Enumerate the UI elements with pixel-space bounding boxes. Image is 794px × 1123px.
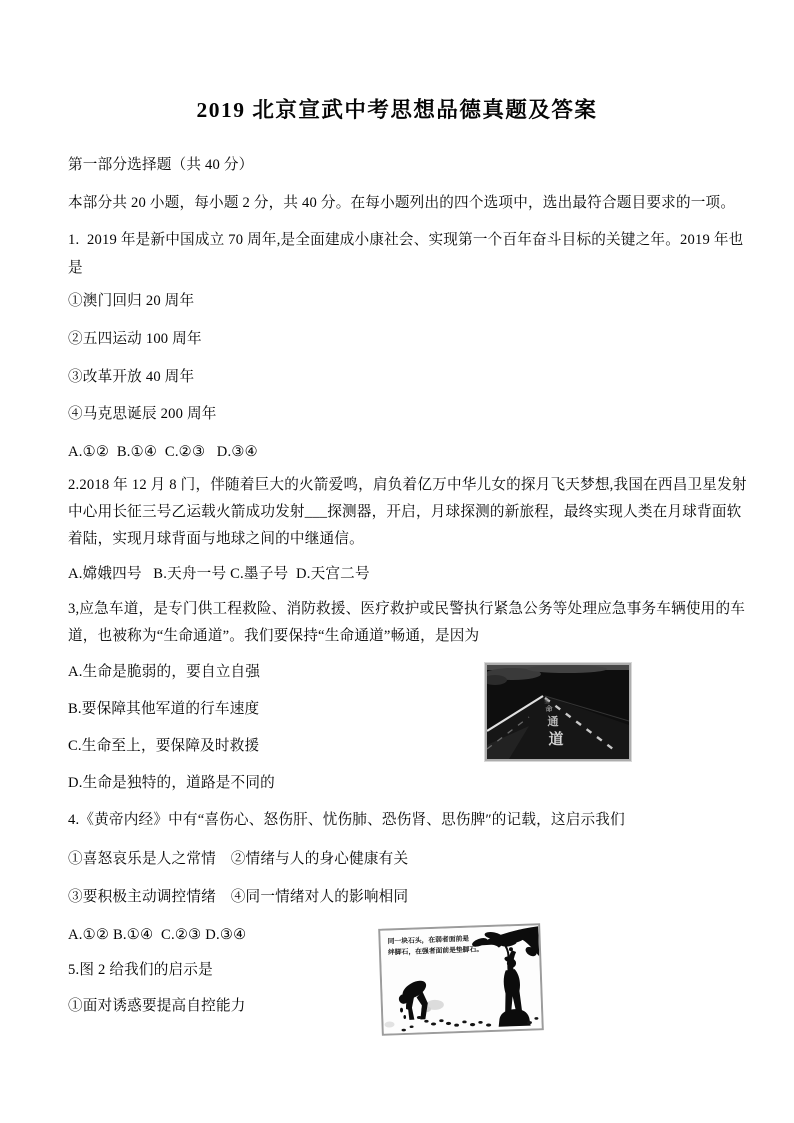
q4-items-line1: ①喜怒哀乐是人之常情 ②情绪与人的身心健康有关	[68, 851, 409, 867]
road-photo-graphic	[487, 665, 629, 759]
q2-stem-line1: 2.2018 年 12 月 8 门，伴随着巨大的火箭爱鸣，肩负着亿万中华儿女的探月飞天梦想,我国在西昌卫星发射	[68, 477, 747, 493]
q4-items-line2: ③要积极主动调控情绪 ④同一情绪对人的影响相同	[68, 889, 409, 905]
q4-stem: 4.《黄帝内经》中有“喜伤心、怒伤肝、忧伤肺、恐伤肾、思伤脾″的记载，这启示我们	[68, 812, 625, 828]
q3-option-a: A.生命是脆弱的，要自立自强	[68, 664, 261, 680]
road-marking-char-3: 通	[547, 716, 559, 728]
part-header: 第一部分选择题（共 40 分）	[68, 157, 254, 173]
q2-stem-line2: 中心用长征三号乙运载火箭成功发射___探测器，开启，月球探测的新旅程，最终实现人类在月球背面软	[68, 504, 742, 520]
q3-stem-line1: 3,应急车道，是专门供工程救险、消防救援、医疗救护或民警执行紧急公务等处理应急事务车辆使用的车	[68, 601, 746, 617]
figure-2-graphic	[380, 925, 541, 1033]
figure-2-cartoon	[378, 923, 544, 1036]
cartoon-caption-line2: 绊脚石，在强者面前是垫脚石。	[387, 946, 484, 957]
q1-item-2: ②五四运动 100 周年	[68, 331, 202, 347]
q2-stem-line3: 着陆，实现月球背面与地球之间的中继通信。	[68, 531, 364, 547]
road-marking-char-2: 命	[545, 705, 553, 713]
q4-options: A.①② B.①④ C.②③ D.③④	[68, 927, 247, 943]
q1-item-1: ①澳门回归 20 周年	[68, 293, 195, 309]
part-intro: 本部分共 20 小题，每小题 2 分，共 40 分。在每小题列出的四个选项中，选出最符合题目要求的一项。	[68, 195, 736, 211]
q3-option-d: D.生命是独特的，道路是不同的	[68, 775, 275, 791]
q1-stem-line2: 是	[68, 260, 83, 276]
q5-stem: 5.图 2 给我们的启示是	[68, 962, 213, 978]
q5-item-1: ①面对诱惑要提高自控能力	[68, 998, 246, 1014]
q3-option-b: B.要保障其他军道的行车速度	[68, 701, 260, 717]
road-marking-char-1: 生	[544, 700, 550, 705]
road-marking-char-4: 道	[548, 732, 564, 748]
q2-options: A.嫦娥四号 B.天舟一号 C.墨子号 D.天宫二号	[68, 566, 370, 582]
q1-stem-line1: 1. 2019 年是新中国成立 70 周年,是全面建成小康社会、实现第一个百年奋斗目标的关键之年。2019 年也	[68, 232, 744, 248]
q3-stem-line2: 道，也被称为“生命通道”。我们要保持“生命通道”畅通，是因为	[68, 628, 480, 644]
doc-title: 2019 北京宣武中考思想品德真题及答案	[196, 98, 598, 122]
q1-options: A.①② B.①④ C.②③ D.③④	[68, 444, 258, 460]
q3-option-c: C.生命至上，要保障及时救援	[68, 738, 260, 754]
q1-item-4: ④马克思诞辰 200 周年	[68, 406, 217, 422]
figure-road-photo	[485, 663, 631, 761]
cartoon-caption-line1: 同一块石头，在弱者面前是	[387, 935, 470, 946]
q1-item-3: ③改革开放 40 周年	[68, 369, 195, 385]
